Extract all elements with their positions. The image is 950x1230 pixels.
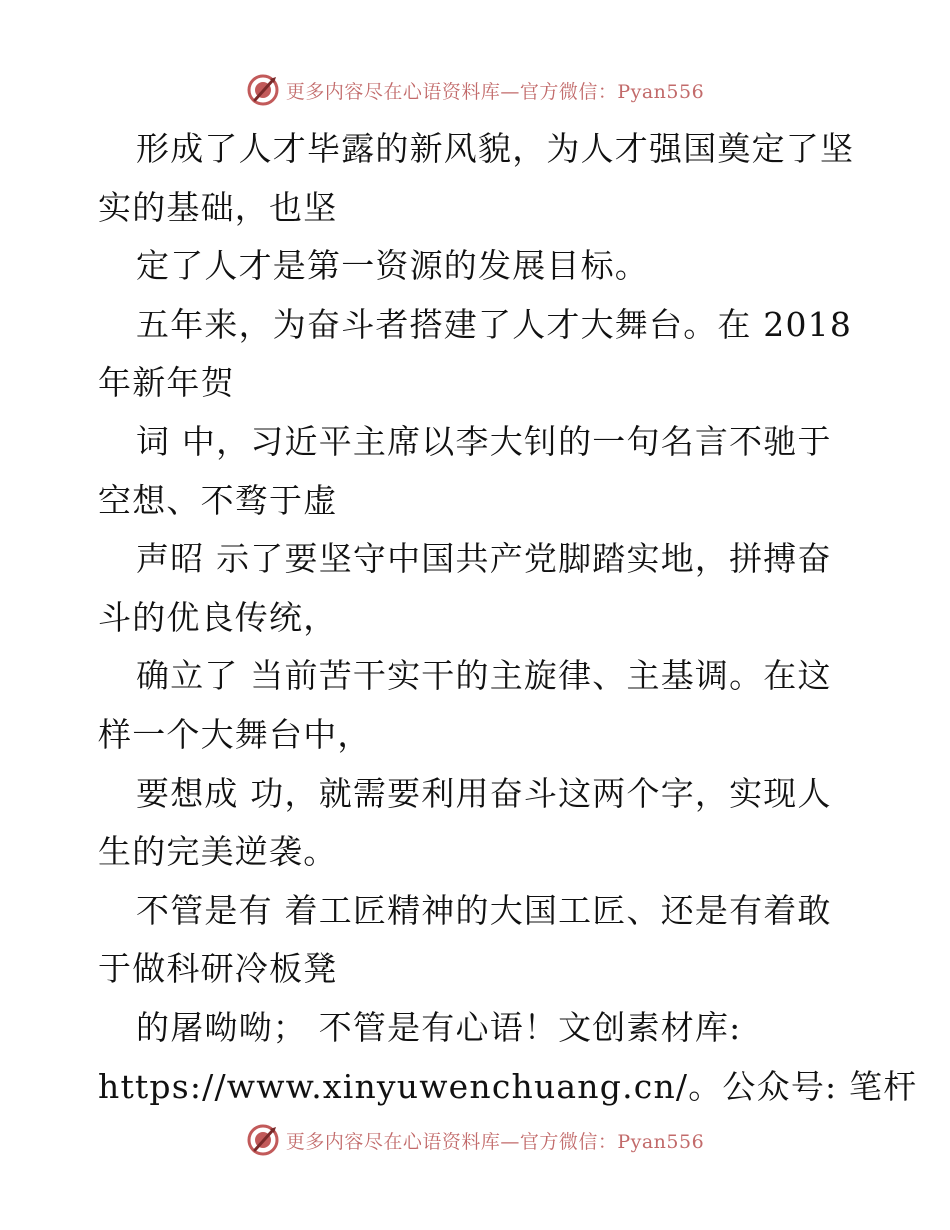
footer-watermark <box>0 1120 950 1160</box>
body-line: 词 中，习近平主席以李大钊的一句名言不驰于 <box>136 421 832 461</box>
body-line: 确立了 当前苦干实干的主旋律、主基调。在这 <box>136 656 832 696</box>
body-line: https://www.xinyuwenchuang.cn/。公众号: 笔杆 <box>98 1066 918 1106</box>
body-line: 样一个大舞台中， <box>98 714 372 754</box>
body-line: 生的完美逆袭。 <box>98 832 338 872</box>
quill-seal-icon <box>246 1123 280 1157</box>
body-line: 年新年贺 <box>98 363 235 403</box>
body-line: 空想、不骛于虚 <box>98 480 338 520</box>
body-line: 五年来，为奋斗者搭建了人才大舞台。在 2018 <box>136 304 853 344</box>
body-line: 实的基础，也坚 <box>98 187 338 227</box>
body-line: 声昭 示了要坚守中国共产党脚踏实地，拼搏奋 <box>136 539 832 579</box>
header-watermark <box>0 70 950 110</box>
body-line: 要想成 功，就需要利用奋斗这两个字，实现人 <box>136 773 832 813</box>
body-line: 不管是有 着工匠精神的大国工匠、还是有着敢 <box>136 890 832 930</box>
body-line: 斗的优良传统， <box>98 597 338 637</box>
quill-seal-icon <box>246 73 280 107</box>
watermark-text: 更多内容尽在心语资料库—官方微信：Pyan556 <box>285 80 705 103</box>
body-line: 形成了人才毕露的新风貌，为人才强国奠定了坚 <box>136 129 855 168</box>
body-line: 定了人才是第一资源的发展目标。 <box>136 246 649 286</box>
document-body <box>98 120 918 1116</box>
body-line: 的屠呦呦； 不管是有心语！文创素材库: <box>136 1007 742 1047</box>
watermark-text: 更多内容尽在心语资料库—官方微信：Pyan556 <box>285 1130 705 1153</box>
body-line: 于做科研冷板凳 <box>98 949 338 989</box>
